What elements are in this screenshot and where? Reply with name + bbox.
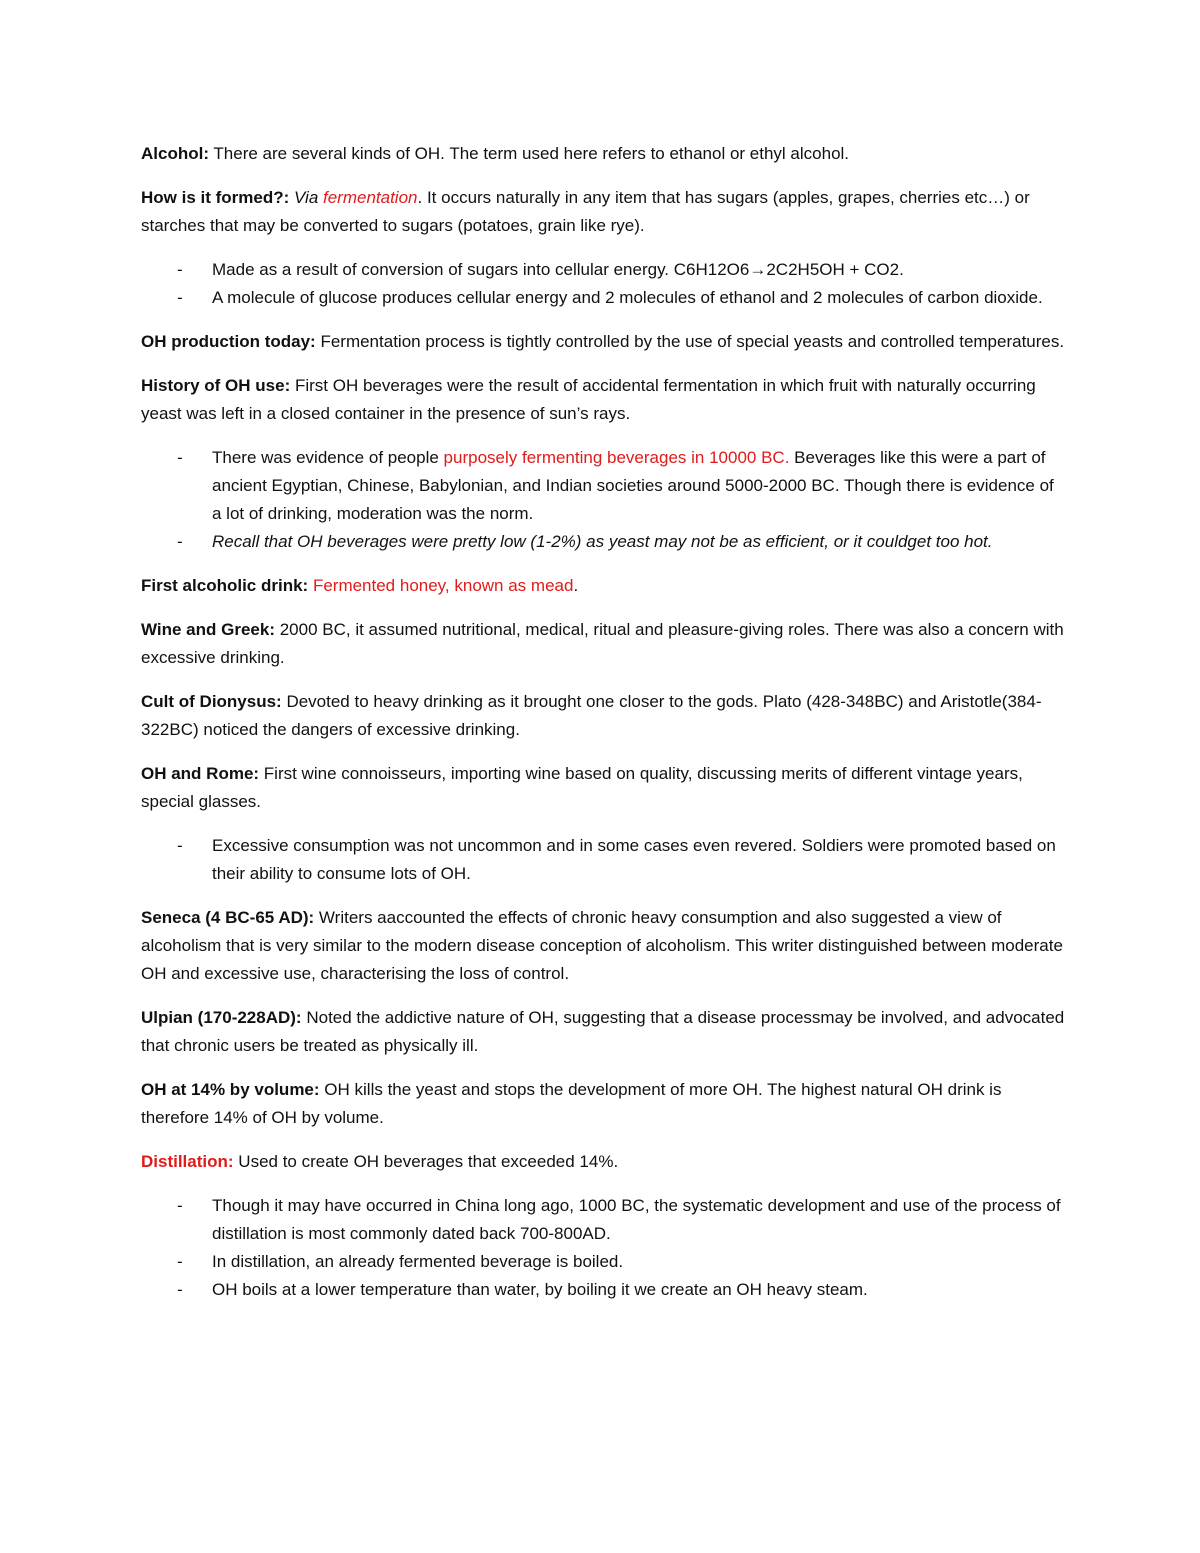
highlight-10000bc: purposely fermenting beverages in 10000 BC. bbox=[443, 448, 790, 467]
list-item-text: OH boils at a lower temperature than water, by boiling it we create an OH heavy steam. bbox=[212, 1280, 868, 1299]
heading-rome: OH and Rome: bbox=[141, 764, 260, 783]
paragraph-wine-greek bbox=[141, 616, 1066, 672]
paragraph-seneca bbox=[141, 904, 1066, 988]
bullet-dash: - bbox=[177, 836, 183, 855]
list-item bbox=[141, 528, 1066, 556]
paragraph-first-drink bbox=[141, 572, 1066, 600]
list-item-text: There was evidence of people bbox=[212, 448, 444, 467]
bullet-dash: - bbox=[177, 532, 183, 551]
text-oh14: OH kills the yeast and stops the development of more OH. The highest natural OH drink is therefore 14% of OH by volume. bbox=[141, 1080, 1002, 1127]
text-production: Fermentation process is tightly controlled by the use of special yeasts and controlled temperatures. bbox=[315, 332, 1065, 351]
heading-seneca: Seneca (4 BC-65 AD): bbox=[141, 908, 315, 927]
heading-distillation: Distillation: bbox=[141, 1152, 234, 1171]
text-alcohol: There are several kinds of OH. The term used here refers to ethanol or ethyl alcohol. bbox=[209, 144, 850, 163]
list-history bbox=[141, 444, 1066, 556]
list-item-text: In distillation, an already fermented beverage is boiled. bbox=[212, 1252, 624, 1271]
heading-formed: How is it formed?: bbox=[141, 188, 290, 207]
paragraph-production bbox=[141, 328, 1066, 356]
text-distillation: Used to create OH beverages that exceeded 14%. bbox=[233, 1152, 619, 1171]
list-item bbox=[141, 1192, 1066, 1248]
list-rome bbox=[141, 832, 1066, 888]
text-ulpian: Noted the addictive nature of OH, suggesting that a disease processmay be involved, and advocated that chronic users be treated as physically ill. bbox=[141, 1008, 1065, 1055]
bullet-dash: - bbox=[177, 448, 183, 467]
list-item bbox=[141, 1248, 1066, 1276]
list-item-text: Recall that OH beverages were pretty low (1-2%) as yeast may not be as efficient, or it couldget too hot. bbox=[212, 532, 993, 551]
heading-wine-greek: Wine and Greek: bbox=[141, 620, 275, 639]
text-wine-greek: 2000 BC, it assumed nutritional, medical, ritual and pleasure-giving roles. There was also a concern with excessive drinking. bbox=[141, 620, 1064, 667]
bullet-dash: - bbox=[177, 288, 183, 307]
text-via: Via bbox=[289, 188, 323, 207]
paragraph-rome bbox=[141, 760, 1066, 816]
heading-oh14: OH at 14% by volume: bbox=[141, 1080, 320, 1099]
text-dionysus: Devoted to heavy drinking as it brought one closer to the gods. Plato (428-348BC) and Aristotle(384-322BC) noticed the dangers of excessive drinking. bbox=[141, 692, 1042, 739]
heading-dionysus: Cult of Dionysus: bbox=[141, 692, 282, 711]
list-formed bbox=[141, 256, 1066, 312]
list-distillation bbox=[141, 1192, 1066, 1304]
document-page bbox=[141, 140, 1066, 1320]
bullet-dash: - bbox=[177, 260, 183, 279]
list-item-text: Excessive consumption was not uncommon and in some cases even revered. Soldiers were promoted based on their ability to consume lots of OH. bbox=[212, 836, 1056, 883]
list-item bbox=[141, 444, 1066, 528]
bullet-dash: - bbox=[177, 1252, 183, 1271]
heading-ulpian: Ulpian (170-228AD): bbox=[141, 1008, 302, 1027]
text-mead: Fermented honey, known as mead bbox=[312, 576, 574, 595]
list-item-text: Beverages like this were a part of ancient Egyptian, Chinese, Babylonian, and Indian societies around 5000-2000 BC. Though there is evidence of a lot of drinking, moderation was the norm. bbox=[212, 448, 1054, 523]
list-item bbox=[141, 1276, 1066, 1304]
paragraph-oh14 bbox=[141, 1076, 1066, 1132]
heading-first-drink: First alcoholic drink: bbox=[141, 576, 309, 595]
text-history: First OH beverages were the result of accidental fermentation in which fruit with naturally occurring yeast was left in a closed container in the presence of sun’s rays. bbox=[141, 376, 1036, 423]
heading-alcohol: Alcohol: bbox=[141, 144, 209, 163]
list-item-text: Though it may have occurred in China long ago, 1000 BC, the systematic development and use of the process of distillation is most commonly dated back 700-800AD. bbox=[212, 1196, 1061, 1243]
text-seneca: Writers aaccounted the effects of chronic heavy consumption and also suggested a view of alcoholism that is very similar to the modern disease conception of alcoholism. This writer distinguished between moderate OH and excessive use, characterising the loss of control. bbox=[141, 908, 1063, 983]
paragraph-history bbox=[141, 372, 1066, 428]
heading-history: History of OH use: bbox=[141, 376, 291, 395]
list-item bbox=[141, 256, 1066, 284]
paragraph-ulpian bbox=[141, 1004, 1066, 1060]
text-rome: First wine connoisseurs, importing wine based on quality, discussing merits of different vintage years, special glasses. bbox=[141, 764, 1023, 811]
list-item-text: A molecule of glucose produces cellular energy and 2 molecules of ethanol and 2 molecules of carbon dioxide. bbox=[212, 288, 1043, 307]
paragraph-dionysus bbox=[141, 688, 1066, 744]
bullet-dash: - bbox=[177, 1196, 183, 1215]
list-item bbox=[141, 832, 1066, 888]
bullet-dash: - bbox=[177, 1280, 183, 1299]
heading-production: OH production today: bbox=[141, 332, 316, 351]
text-fermentation: fermentation bbox=[323, 188, 418, 207]
text-formed: . It occurs naturally in any item that has sugars (apples, grapes, cherries etc…) or starches that may be converted to sugars (potatoes, grain like rye). bbox=[141, 188, 1030, 235]
list-item-text: Made as a result of conversion of sugars into cellular energy. C6H12O6→2C2H5OH + CO2. bbox=[212, 260, 904, 279]
paragraph-distillation bbox=[141, 1148, 1066, 1176]
text-period: . bbox=[573, 576, 579, 595]
paragraph-alcohol bbox=[141, 140, 1066, 168]
list-item bbox=[141, 284, 1066, 312]
paragraph-formed bbox=[141, 184, 1066, 240]
